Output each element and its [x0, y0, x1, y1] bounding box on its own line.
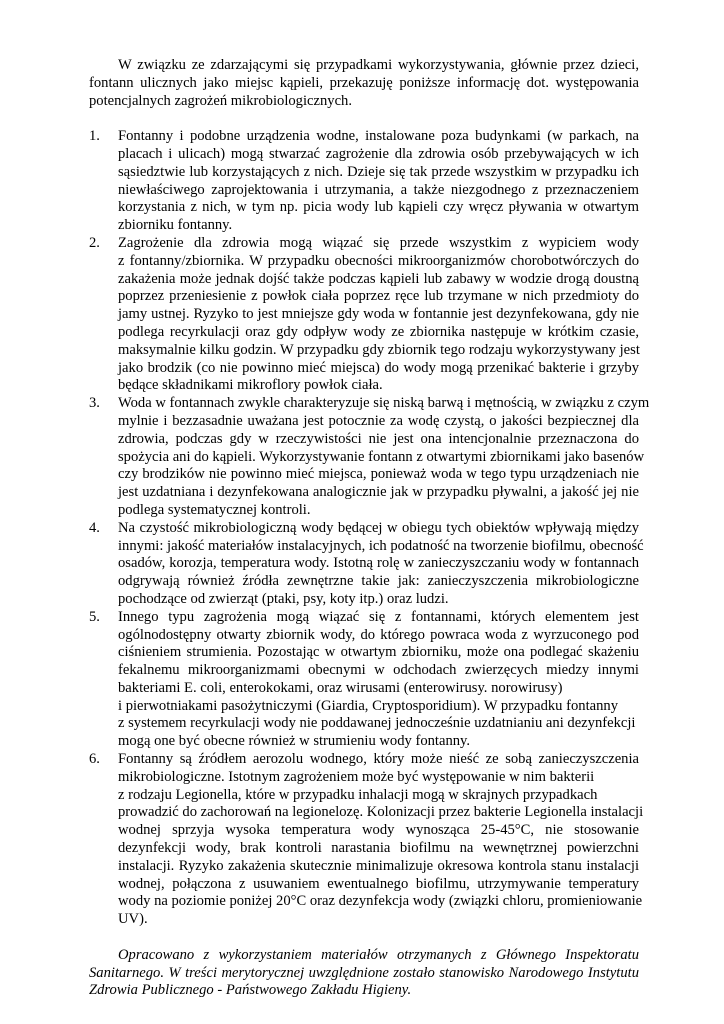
list-item-line: mikrobiologiczne. Istotnym zagrożeniem może być występowanie w nim bakterii	[118, 768, 595, 785]
list-item-line: Zagrożenie dla zdrowia mogą wiązać się przede wszystkim z wypiciem wody	[118, 234, 639, 251]
list-item-line: zbiorniku fontanny.	[118, 217, 233, 234]
list-item-line: podlega systematycznej kontroli.	[118, 501, 311, 518]
list-item-line: niewłaściwego zaprojektowania i utrzymania, a także niezgodnego z przeznaczeniem	[118, 181, 639, 198]
footer-line: Zdrowia Publicznego - Państwowego Zakładu Higieny.	[89, 982, 412, 999]
footer-line: Opracowano z wykorzystaniem materiałów otrzymanych z Głównego Inspektoratu	[118, 946, 639, 963]
list-item-line: jako brodzik (co nie powinno mieć miejsca) do wody mogą przenikać bakterie i grzyby	[118, 359, 639, 376]
list-item-line: i pierwotniakami pasożytniczymi (Giardia, Cryptosporidium). W przypadku fontanny	[118, 697, 618, 714]
numbered-list	[89, 128, 650, 929]
list-item-line: wodnej sprzyja wysoka temperatura wody wynosząca 25-45°C, nie stosowanie	[118, 822, 639, 839]
list-item-line: podlega recyrkulacji oraz gdy odpływ wody ze zbiornika następuje w krótkim czasie,	[118, 323, 639, 340]
list-item-number: 2.	[89, 234, 100, 251]
list-item-line: ciśnieniem strumienia. Pozostając w otwartym zbiorniku, może ona podlegać skażeniu	[118, 644, 639, 661]
list-item-line: zdrowia, podczas gdy w rzeczywistości nie jest ona intencjonalnie przeznaczona do	[118, 430, 639, 447]
list-item-line: Woda w fontannach zwykle charakteryzuje się niską barwą i mętnością, w związku z czym	[118, 395, 650, 412]
list-item-line: dezynfekcji wody, brak kontroli narastania biofilmu na wewnętrznej powierzchni	[118, 840, 639, 857]
list-item-line: mylnie i bezzasadnie uważana jest potocznie za wodę czystą, o jakości bezpiecznej dla	[118, 412, 639, 429]
list-item-line: pochodzące od zwierząt (ptaki, psy, koty itp.) oraz ludzi.	[118, 590, 449, 607]
list-item-number: 1.	[89, 128, 100, 145]
list-item-line: fekalnemu mikroorganizmami obecnymi w odchodach zwierzęcych miedzy innymi	[118, 662, 639, 679]
list-item-line: UV).	[118, 911, 148, 928]
list-item-line: z fontanny/zbiornika. W przypadku obecności mikroorganizmów chorobotwórczych do	[118, 252, 639, 269]
footer-line: Sanitarnego. W treści merytorycznej uwzględnione zostało stanowisko Narodowego Instytutu	[89, 964, 639, 981]
list-item	[89, 128, 639, 235]
list-item-line: korzystania z nich, w tym np. picia wody lub kąpieli czy wręcz pływania w otwartym	[118, 199, 639, 216]
list-item	[89, 519, 644, 609]
document-page	[89, 57, 650, 1000]
list-item-number: 6.	[89, 751, 100, 768]
intro-paragraph	[89, 57, 639, 110]
intro-line: W związku ze zdarzającymi się przypadkami wykorzystywania, głównie przez dzieci,	[118, 57, 639, 73]
list-item	[89, 235, 639, 395]
list-item-line: Fontanny i podobne urządzenia wodne, instalowane poza budynkami (w parkach, na	[118, 128, 639, 145]
list-item-line: jamy ustnej. Ryzyko to jest mniejsze gdy woda w fontannie jest dezynfekowana, gdy nie	[118, 306, 639, 323]
list-item-line: prowadzić do zachorowań na legionelozę. Kolonizacji przez bakterie Legionella instalacji	[118, 804, 644, 821]
list-item	[89, 395, 650, 520]
list-item-line: jest uzdatniana i dezynfekowana analogicznie jak w przypadku pływalni, a jakość jej nie	[118, 484, 639, 501]
list-item-line: instalacji. Ryzyko zakażenia skutecznie minimalizuje okresowa kontrola stanu instalacji	[118, 857, 639, 874]
list-item-line: z rodzaju Legionella, które w przypadku inhalacji mogą w skrajnych przypadkach	[118, 786, 598, 803]
list-item-line: Fontanny są źródłem aerozolu wodnego, który może nieść ze sobą zanieczyszczenia	[118, 751, 639, 768]
list-item-line: wodnej, połączona z usuwaniem ewentualnego biofilmu, utrzymywanie temperatury	[118, 875, 639, 892]
intro-line: potencjalnych zagrożeń mikrobiologicznych.	[89, 92, 352, 109]
list-item-line: mogą one być obecne również w strumieniu wody fontanny.	[118, 733, 471, 750]
list-item-line: odgrywają również źródła zewnętrzne takie jak: zanieczyszczenia mikrobiologiczne	[118, 573, 639, 590]
list-item-line: poprzez przeniesienie z powłok ciała poprzez ręce lub trzymane w nich przedmioty do	[118, 288, 639, 305]
list-item-line: zakażenia może jednak dojść także podczas kąpieli lub zabawy w wodzie drogą doustną	[118, 270, 639, 287]
footer-note	[89, 947, 639, 1000]
list-item-line: innymi: jakość materiałów instalacyjnych, ich podatność na tworzenie biofilmu, obecność	[118, 537, 644, 554]
list-item-line: maksymalnie kilku godzin. W przypadku gdy zbiornik tego rodzaju wykorzystywany jest	[118, 341, 640, 358]
list-item-line: osadów, korozja, temperatura wody. Istotną rolę w zanieczyszczaniu wody w fontannach	[118, 555, 639, 572]
list-item-line: z systemem recyrkulacji wody nie poddawanej jednocześnie uzdatnianiu ani dezynfekcji	[118, 715, 636, 732]
intro-line: fontann ulicznych jako miejsc kąpieli, przekazuję poniższe informację dot. występowania	[89, 74, 639, 91]
list-item-line: placach i ulicach) mogą stwarzać zagrożenie dla zdrowia osób przebywających w ich	[118, 145, 639, 162]
list-item	[89, 609, 639, 751]
list-item-line: wody na poziomie poniżej 20°C oraz dezynfekcja wody (związki chloru, promieniowanie	[118, 893, 643, 910]
spacer	[89, 929, 639, 947]
list-item-line: spożycia ani do kąpieli. Wykorzystywanie fontann z otwartymi zbiornikami jako basenów	[118, 448, 645, 465]
list-item-line: ogólnodostępny otwarty zbiornik wody, do którego powraca woda z wyrzuconego pod	[118, 626, 639, 643]
list-item-line: będące składnikami mikroflory powłok ciała.	[118, 377, 383, 394]
list-item-number: 5.	[89, 608, 100, 625]
list-item-line: bakteriami E. coli, enterokokami, oraz wirusami (enterowirusy. norowirusy)	[118, 679, 563, 696]
list-item-line: Innego typu zagrożenia mogą wiązać się z fontannami, których elementem jest	[118, 608, 639, 625]
list-item-line: sąsiedztwie lub korzystających z nich. Dzieje się tak przede wszystkim w przypadku ich	[118, 163, 639, 180]
list-item	[89, 751, 644, 929]
list-item-number: 3.	[89, 395, 100, 412]
list-item-number: 4.	[89, 519, 100, 536]
list-item-line: czy brodzików nie powinno mieć miejsca, ponieważ woda w tego typu urządzeniach nie	[118, 466, 639, 483]
list-item-line: Na czystość mikrobiologiczną wody będącej w obiegu tych obiektów wpływają między	[118, 519, 639, 536]
